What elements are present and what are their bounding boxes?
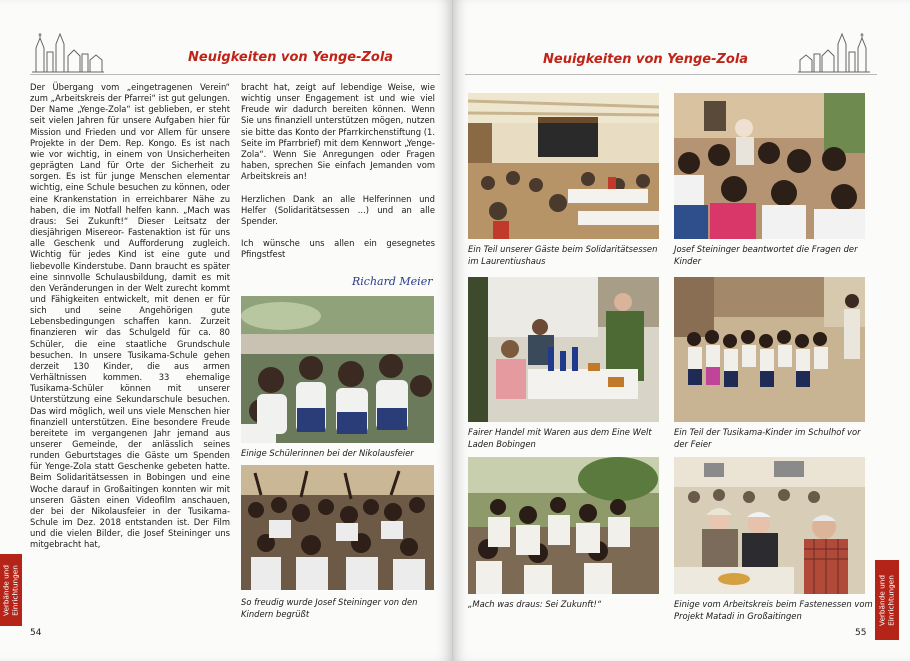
article-column-2: bracht hat, zeigt auf lebendige Weise, wie wichtig unser Engagement ist und wie viel Freude wir dadurch bereiten können. Wenn Sie uns finanziell unterstützen mögen, nutzen sie bitte das Konto der Pfarrkirchenstiftung (1. Seite im Pfarrbrief) mit dem Kennwort „Yenge-Zola“. Wenn Sie Anregungen oder Fragen haben, sprechen Sie einfach Jemanden vom Arbeitskreis an! Herzlichen Dank an alle Helferinnen und Helfer (Solidaritätsessen ...) und an alle Spender. Ich wünsche uns allen ein gesegnetes Pfingstfest	[241, 82, 435, 260]
photo-caption-mach-was-draus: „Mach was draus: Sei Zukunft!“	[468, 599, 602, 609]
section-tab-left: Verbände und Einrichtungen	[0, 554, 22, 626]
page-number-left: 54	[30, 628, 42, 638]
photo-caption-solidarity: Ein Teil unserer Gäste beim Solidaritätsessen im Laurentiushaus	[468, 244, 658, 266]
photo-fastenessen	[674, 457, 865, 594]
photo-children-greeting	[241, 465, 434, 590]
header-divider	[30, 74, 440, 75]
section-tab-right: Verbände und Einrichtungen	[875, 560, 899, 640]
church-skyline-icon	[30, 30, 106, 74]
photo-caption-1: Einige Schülerinnen bei der Nikolausfeier	[241, 448, 414, 458]
header-divider	[465, 74, 877, 75]
photo-caption-fairtrade: Fairer Handel mit Waren aus dem Eine Welt Laden Bobingen	[468, 427, 652, 449]
photo-mach-was-draus	[468, 457, 659, 594]
photo-caption-schoolyard: Ein Teil der Tusikama-Kinder im Schulhof vor der Feier	[674, 427, 861, 449]
photo-caption-questions: Josef Steininger beantwortet die Fragen der Kinder	[674, 244, 858, 266]
right-page	[453, 0, 910, 661]
photo-steininger-questions	[674, 93, 865, 239]
photo-solidarity-dinner	[468, 93, 659, 239]
photo-caption-2: So freudig wurde Josef Steininger von den Kindern begrüßt	[241, 597, 418, 619]
photo-caption-fastenessen: Einige vom Arbeitskreis beim Fastenessen vom Projekt Matadi in Großaitingen	[674, 599, 873, 621]
photo-fair-trade	[468, 277, 659, 422]
page-title-right: Neuigkeiten von Yenge-Zola	[543, 52, 749, 67]
page-number-right: 55	[855, 628, 867, 638]
page-title: Neuigkeiten von Yenge-Zola	[188, 50, 394, 65]
church-skyline-icon	[796, 30, 872, 74]
photo-nikolausfeier-girls	[241, 296, 434, 443]
signature: Richard Meier	[352, 275, 433, 288]
article-column-1: Der Übergang vom „eingetragenen Verein“ zum „Arbeitskreis der Pfarrei“ ist gut gelungen. Der Name „Yenge-Zola“ ist geblieben, er steht seit vielen Jahren für unsere Aufgaben hier für Mission und Frieden und vor Allem für unsere Projekte in der Dem. Rep. Kongo. Es ist nach wie vor wichtig, in einem von Unsicherheiten geprägten Land für Orte der Sicherheit zu sorgen. Es ist für junge Menschen elementar wichtig, eine Schule besuchen zu können, oder eine Krankenstation in erreichbarer Nähe zu haben, die im Notfall helfen kann. „Mach was draus: Sei Zukunft!“ Dieser Leitsatz der diesjährigen Misereor- Fastenaktion ist für uns alle Geschenk und Aufforderung zugleich. Wichtig für jedes Kind ist eine gute und liebevolle Kinderstube. Dann braucht es später eine sinnvolle Schulausbildung, damit es mit den Veränderungen in der Welt zurecht kommt und Fähigkeiten entwickelt, mit denen er für sich und seine Angehörigen gute Lebensbedingungen schaffen kann. Zurzeit finanzieren wir das Schulgeld für ca. 80 Schüler, die eine staatliche Grundschule besuchen. In unsere Tusikama-Schule gehen derzeit 130 Kinder, die aus armen Verhältnissen kommen. 33 ehemalige Tusikama-Schüler können mit unserer Unterstützung eine Sekundarschule besuchen. Das wird möglich, weil uns viele Menschen hier finanziell unterstützen. Eine besondere Freude bereitete im vergangenen Jahr jemand aus unserer Gemeinde, der anlässlich seines runden Geburtstages die Gäste um Spenden für Yenge-Zola statt Geschenke gebeten hatte. Beim Solidaritätsessen in Bobingen und eine Woche darauf in Großaitingen konnten wir mit unseren Gästen einen Videofilm anschauen, der bei der Nikolausfeier in der Tusikama-Schule im Dez. 2018 entstanden ist. Der Film und die vielen Bilder, die Josef Steininger uns mitgebracht hat,	[30, 82, 230, 550]
photo-schoolyard	[674, 277, 865, 422]
left-page	[0, 0, 453, 661]
